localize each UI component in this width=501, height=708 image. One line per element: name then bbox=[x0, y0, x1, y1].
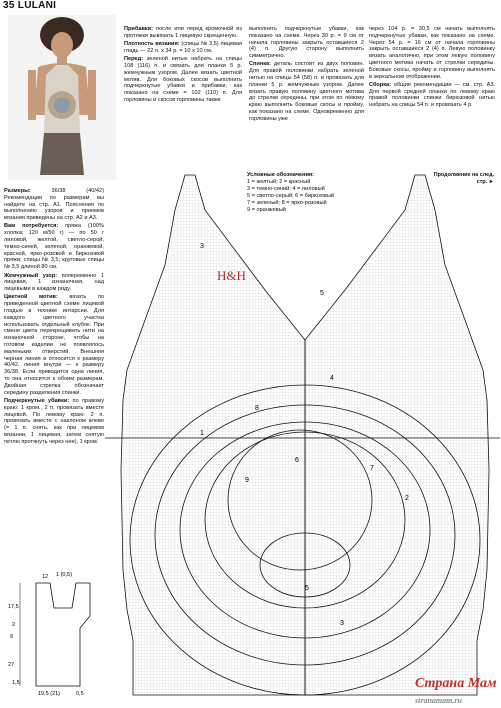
watermark bbox=[415, 676, 497, 708]
legend-item: 3 = темно-синий; 4 = лиловый bbox=[247, 186, 325, 192]
page-title: 35 LULANI bbox=[3, 0, 57, 11]
color-text: вязать по приведенной цветной схеме лицевой гладью в технике интарсии. Для каждого цветного участка использовать отдельный клубок. При смене цвета перекрещивать нити на изнаночной стороне, чтобы на готовом изделии не появлялось маленьких отверстий. Внешняя черная линия в относится к размеру 40/42, линия внутри — к размеру 36/38. Если приводится одна линия, то она относится к обоим размерам. Двойная стрелка обозначает середину разделения спинки. bbox=[4, 294, 104, 396]
zone-label: 4 bbox=[330, 375, 334, 382]
legend-item: 7 = зеленый; 8 = ярко-розовый bbox=[247, 200, 327, 206]
inc-text: после или перед кромочной из протяжки вывязать 1 лицевую скрещенную. bbox=[124, 26, 242, 39]
dim-label: 9 bbox=[10, 634, 14, 640]
dim-label: 12 bbox=[42, 574, 49, 580]
pearl-text: попеременно 1 лицевая, 1 изнаночная, над лицевыми в каждом ряду. bbox=[4, 272, 104, 293]
zone-label: 8 bbox=[255, 405, 259, 412]
dec-text: по правому краю: 1 кром., 2 п. провязать вместе лицевой. По левому краю: 2 п. провязать вместе с наклоном влево (= 1 п. снять, как при лицевом вязании, 1 лицевая, затем снятую петлю протянуть через нее), 1 кром. bbox=[4, 397, 104, 445]
materials-label: Вам потребуется: bbox=[4, 223, 59, 230]
dim-label: 2 bbox=[12, 622, 16, 628]
dim-label: 27 bbox=[8, 662, 15, 668]
col4-p1: через 104 р. = 30,5 см начать выполнять подчеркнутые убавки, как показано на схеме. Через 54 р. = 16 см от начала горловины закрыть оставшиеся 2 (4) п. Левую половинку вязать аналогично, при этом левую половину цветного мотива начать от стрелки середины. Боковые скосы, пройму и горловину выполнять в зеркальном отображении. bbox=[369, 26, 495, 80]
hh-mark: H&H bbox=[217, 268, 246, 283]
back-label: Спинка: bbox=[249, 61, 272, 68]
density-label: Плотность вязания: bbox=[124, 41, 180, 48]
column-2 bbox=[124, 26, 242, 105]
zone-label: 5 bbox=[305, 585, 309, 592]
legend-item: 5 = светло-серый; 6 = бирюзовый bbox=[247, 193, 334, 199]
pearl-label: Жемчужный узор: bbox=[4, 272, 58, 279]
knitting-chart bbox=[105, 170, 500, 700]
watermark-text: Страна Мам bbox=[415, 676, 497, 691]
dim-label: 0,5 bbox=[76, 691, 84, 697]
legend-item: 9 = оранжевый bbox=[247, 207, 286, 213]
front-label: Перед: bbox=[124, 56, 144, 63]
back-text: деталь состоит из двух половин. Для правой половинки набрать зеленой нитью на спицы 54 (58) п. и провязать для планки 5 р. жемчужным узором. Далее вязать правую половину цветного мотива до стрелки середины, при этом по левому краю выполнить боковые скосы и пройму, как показано на схеме. Одновременно для горловины уже bbox=[249, 61, 364, 122]
materials-text: пряжа (100% хлопка; 120 м/50 г) — по 50 г лиловой, желтой, светло-серой, темно-синей, зеленой, оранжевой, красной, ярко-розовой и бирюзовой пряжи; спицы № 3,5; круговые спицы № 3,5 длиной 80 см. bbox=[4, 223, 104, 271]
dim-label: 19,5 (21) bbox=[38, 691, 61, 697]
sizes-text: 36/38 (40/42) Рекомендации по размерам вы найдете на стр. А1. Пояснения по выполнению узоров и приемов вязания приведены на стр. А2 и А3. bbox=[4, 188, 104, 222]
watermark-domain: stranamam.ru bbox=[415, 696, 462, 705]
schematic-diagram bbox=[6, 568, 106, 698]
dec-label: Подчеркнутые убавки: bbox=[4, 397, 70, 404]
zone-label: 2 bbox=[405, 495, 409, 502]
assembly-label: Сборка: bbox=[369, 81, 392, 88]
column-3 bbox=[249, 26, 364, 124]
zone-label: 1 bbox=[200, 430, 204, 437]
color-label: Цветной мотив: bbox=[4, 294, 58, 301]
legend-title: Условные обозначения: bbox=[247, 172, 315, 178]
density-text: (спицы № 3,5) лицевая гладь — 22 п. x 34 р. = 10 x 10 см. bbox=[124, 41, 243, 54]
inc-label: Прибавки: bbox=[124, 26, 153, 32]
zone-label: 5 bbox=[320, 290, 324, 297]
legend-item: 1 = желтый; 2 = красный bbox=[247, 179, 311, 185]
sizes-label: Размеры: bbox=[4, 188, 31, 194]
zone-label: 7 bbox=[370, 465, 374, 472]
col3-p1: выполнить подчеркнутые убавки, как показано на схеме. Через 30 р. = 9 см от начала горловины закрыть оставшиеся 2 (4) п. Другую сторону выполнить симметрично. bbox=[249, 26, 364, 60]
model-photo bbox=[8, 15, 116, 180]
assembly-text: общие рекомендации — см. стр. А3. Для первой средней планки по левому краю правой половинки спинки бирюзовой нитью набрать на спицы 54 п. и провязать 4 р. bbox=[369, 81, 495, 109]
dim-label: 1 (0,5) bbox=[56, 572, 72, 578]
column-4 bbox=[369, 26, 495, 111]
zone-label: 6 bbox=[295, 457, 299, 464]
zone-label: 3 bbox=[340, 620, 344, 627]
front-text: зеленой нитью набрать на спицы 108 (116) п. и связать для планки 5 р. жемчужным узором. Далее вязать цветной мотив. Для боковых скосов выполнить подчеркнутые убавки и прибавки, как показано на схеме = 102 (110) п. Для горловины и скосов горловины также bbox=[124, 56, 242, 103]
legend bbox=[247, 172, 397, 214]
dim-label: 1,5 bbox=[12, 680, 20, 686]
zone-label: 9 bbox=[245, 477, 249, 484]
column-1 bbox=[4, 188, 104, 447]
zone-label: 3 bbox=[200, 243, 204, 250]
continued-note: Продолжение на след. стр. ► bbox=[433, 172, 494, 185]
dim-label: 17,5 bbox=[8, 604, 19, 610]
